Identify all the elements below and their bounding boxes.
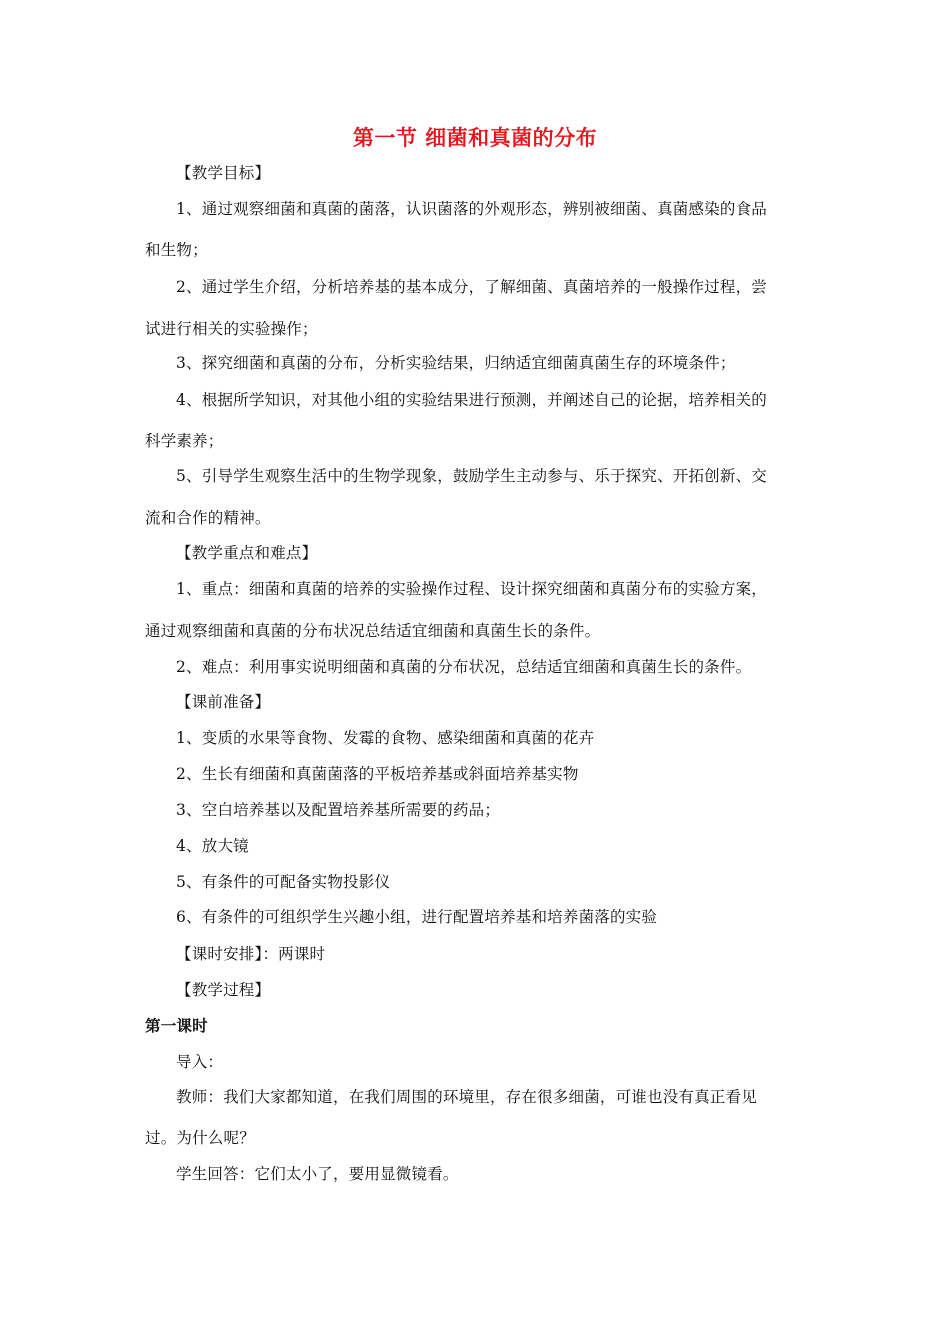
paragraph-line: 2、生长有细菌和真菌菌落的平板培养基或斜面培养基实物 xyxy=(176,765,579,783)
paragraph-line: 和生物； xyxy=(145,241,208,259)
paragraph-line: 2、通过学生介绍，分析培养基的基本成分，了解细菌、真菌培养的一般操作过程，尝 xyxy=(176,278,767,296)
paragraph-line: 导入： xyxy=(176,1053,224,1071)
paragraph-line: 3、探究细菌和真菌的分布，分析实验结果，归纳适宜细菌真菌生存的环境条件； xyxy=(176,354,736,372)
paragraph-line: 过。为什么呢？ xyxy=(145,1129,255,1147)
paragraph-line: 【教学过程】 xyxy=(176,981,271,999)
paragraph-line: 1、通过观察细菌和真菌的菌落，认识菌落的外观形态，辨别被细菌、真菌感染的食品 xyxy=(176,200,767,218)
paragraph-line: 流和合作的精神。 xyxy=(145,509,271,527)
paragraph-line: 4、放大镜 xyxy=(176,837,249,855)
paragraph-line: 5、有条件的可配备实物投影仪 xyxy=(176,873,391,891)
paragraph-line: 通过观察细菌和真菌的分布状况总结适宜细菌和真菌生长的条件。 xyxy=(145,622,601,640)
paragraph-line: 科学素养； xyxy=(145,432,224,450)
paragraph-line: 5、引导学生观察生活中的生物学现象，鼓励学生主动参与、乐于探究、开拓创新、交 xyxy=(176,467,767,485)
paragraph-line: 1、变质的水果等食物、发霉的食物、感染细菌和真菌的花卉 xyxy=(176,729,595,747)
paragraph-line: 【教学重点和难点】 xyxy=(176,544,318,562)
paragraph-line: 【课前准备】 xyxy=(176,693,271,711)
paragraph-line: 【课时安排】：两课时 xyxy=(176,945,326,963)
paragraph-line: 4、根据所学知识，对其他小组的实验结果进行预测，并阐述自己的论据，培养相关的 xyxy=(176,391,767,409)
paragraph-line: 【教学目标】 xyxy=(176,164,271,182)
paragraph-line: 教师：我们大家都知道，在我们周围的环境里，存在很多细菌，可谁也没有真正看见 xyxy=(176,1088,757,1106)
paragraph-line: 1、重点：细菌和真菌的培养的实验操作过程、设计探究细菌和真菌分布的实验方案， xyxy=(176,580,767,598)
paragraph-line: 试进行相关的实验操作； xyxy=(145,320,318,338)
paragraph-line: 第一课时 xyxy=(145,1016,208,1035)
paragraph-line: 6、有条件的可组织学生兴趣小组，进行配置培养基和培养菌落的实验 xyxy=(176,908,658,926)
paragraph-line: 2、难点：利用事实说明细菌和真菌的分布状况，总结适宜细菌和真菌生长的条件。 xyxy=(176,658,752,676)
paragraph-line: 学生回答：它们太小了，要用显微镜看。 xyxy=(176,1165,459,1183)
document-title: 第一节 细菌和真菌的分布 xyxy=(352,125,598,150)
paragraph-line: 3、空白培养基以及配置培养基所需要的药品； xyxy=(176,801,501,819)
